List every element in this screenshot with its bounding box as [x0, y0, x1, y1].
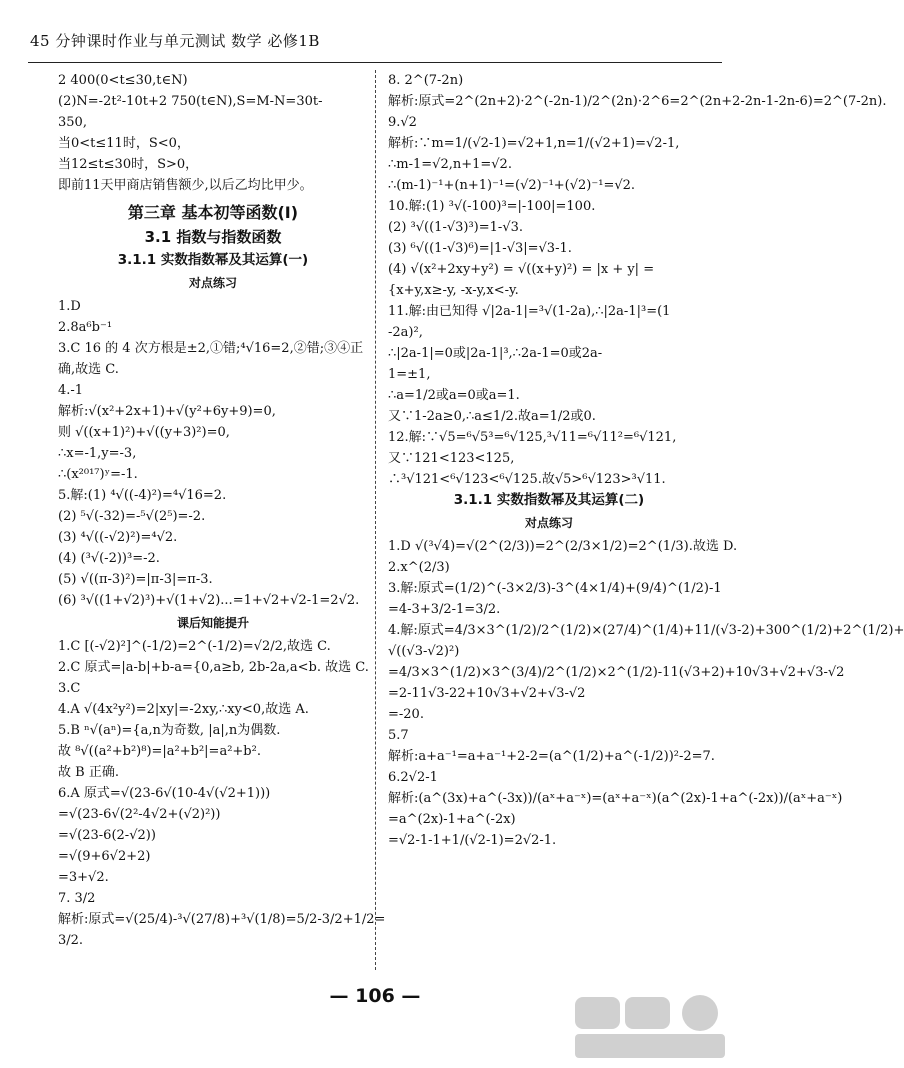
chapter-title: 第三章 基本初等函数(Ⅰ)	[127, 203, 299, 222]
answer-line: 5.解:(1) ⁴√((-4)²)=⁴√16=2.	[58, 488, 227, 503]
section-title: 3.1 指数与指数函数	[144, 228, 282, 246]
practice-list-2	[388, 536, 904, 851]
answer-line: ∴a=1/2或a=0或a=1.	[388, 388, 520, 403]
answer-line: 解析:原式=√(25/4)-³√(27/8)+³√(1/8)=5/2-3/2+1/2=	[58, 912, 386, 927]
answer-line: =√2-1-1+1/(√2-1)=2√2-1.	[388, 833, 557, 848]
answer-line: (4) (³√(-2))³=-2.	[58, 551, 160, 566]
answer-line: 1=±1,	[388, 367, 431, 382]
answer-line: 解析:∵m=1/(√2-1)=√2+1,n=1/(√2+1)=√2-1,	[388, 136, 680, 151]
answer-line: 3.C	[58, 681, 81, 696]
answer-line: (2) ³√((1-√3)³)=1-√3.	[388, 220, 524, 235]
answer-line: 解析:√(x²+2x+1)+√(y²+6y+9)=0,	[58, 404, 276, 419]
page-number: — 106 —	[329, 985, 421, 1007]
answer-line: ∴m-1=√2,n+1=√2.	[388, 157, 512, 172]
answer-line: =√(23-6(2-√2))	[58, 828, 156, 843]
answer-line: 3.解:原式=(1/2)^(-3×2/3)-3^(4×1/4)+(9/4)^(1/2)-1	[388, 581, 722, 596]
answer-line: 2.8a⁶b⁻¹	[58, 320, 113, 335]
answer-line: =-20.	[388, 707, 424, 722]
practice-heading-2: 对点练习	[524, 516, 573, 530]
answer-line: 350,	[58, 115, 87, 130]
after-class-heading: 课后知能提升	[176, 616, 249, 630]
answer-line: (3) ⁴√((-√2)²)=⁴√2.	[58, 530, 178, 545]
answer-line: 则 √((x+1)²)+√((y+3)²)=0,	[58, 425, 230, 440]
answer-line: ∴(x²⁰¹⁷)ʸ=-1.	[58, 467, 138, 482]
practice-list	[58, 296, 368, 611]
answer-line: -2a)²,	[388, 325, 423, 340]
answer-line: ∴|2a-1|=0或|2a-1|³,∴2a-1=0或2a-	[388, 346, 603, 361]
left-column	[58, 70, 386, 951]
intro-lines	[58, 70, 368, 196]
right-column	[388, 70, 904, 851]
answer-line: (4) √(x²+2xy+y²) = √((x+y)²) = |x + y| =	[388, 262, 655, 277]
answer-line: 5.B ⁿ√(aⁿ)={a,n为奇数, |a|,n为偶数.	[58, 723, 281, 738]
answer-line: =a^(2x)-1+a^(-2x)	[388, 812, 516, 827]
answer-line: =3+√2.	[58, 870, 109, 885]
answer-line: =2-11√3-22+10√3+√2+√3-√2	[388, 686, 586, 701]
watermark-logo	[570, 992, 735, 1062]
answer-line: 故 B 正确.	[58, 765, 119, 780]
answer-line: 8. 2^(7-2n)	[388, 73, 464, 88]
answer-line: 11.解:由已知得 √|2a-1|=³√(1-2a),∴|2a-1|³=(1	[388, 304, 671, 319]
answer-line: 9.√2	[388, 115, 417, 130]
answer-line: 解析:(a^(3x)+a^(-3x))/(aˣ+a⁻ˣ)=(aˣ+a⁻ˣ)(a^(2x)-1+a^(-2x))/(aˣ+a⁻ˣ)	[388, 791, 843, 806]
answer-line: {x+y,x≥-y, -x-y,x<-y.	[388, 283, 519, 298]
answer-line: ∴x=-1,y=-3,	[58, 446, 137, 461]
answer-line: 1.C [(-√2)²]^(-1/2)=2^(-1/2)=√2/2,故选 C.	[58, 639, 331, 654]
answer-line: 5.7	[388, 728, 409, 743]
practice-heading: 对点练习	[188, 276, 237, 290]
subsection-title: 3.1.1 实数指数幂及其运算(一)	[117, 252, 309, 268]
answer-line: (2)N=-2t²-10t+2 750(t∈N),S=M-N=30t-	[58, 94, 323, 109]
column-divider	[375, 70, 376, 970]
header-rule	[28, 62, 722, 63]
answer-line: ∴(m-1)⁻¹+(n+1)⁻¹=(√2)⁻¹+(√2)⁻¹=√2.	[388, 178, 636, 193]
answer-line: 2.C 原式=|a-b|+b-a={0,a≥b, 2b-2a,a<b. 故选 C.	[58, 660, 369, 675]
answer-line: 2.x^(2/3)	[388, 560, 450, 575]
answer-line: (5) √((π-3)²)=|π-3|=π-3.	[58, 572, 213, 587]
answer-line: 6.A 原式=√(23-6√(10-4√(√2+1)))	[58, 786, 271, 801]
answer-line: 6.2√2-1	[388, 770, 438, 785]
answer-line: 4.-1	[58, 383, 84, 398]
page-header: 45 分钟课时作业与单元测试 数学 必修1B	[30, 32, 320, 50]
answer-line: 2 400(0<t≤30,t∈N)	[58, 73, 188, 88]
answer-line: 确,故选 C.	[58, 362, 119, 377]
answer-line: √((√3-√2)²)	[388, 644, 460, 659]
answer-line: 当12≤t≤30时，S>0，	[58, 157, 199, 172]
answer-line: =√(23-6√(2²-4√2+(√2)²))	[58, 807, 221, 822]
answer-line: =√(9+6√2+2)	[58, 849, 151, 864]
answer-line: 7. 3/2	[58, 891, 96, 906]
answer-line: 解析:原式=2^(2n+2)·2^(-2n-1)/2^(2n)·2^6=2^(2n+2-2n-1-2n-6)=2^(7-2n).	[388, 94, 887, 109]
answer-line: 解析:a+a⁻¹=a+a⁻¹+2-2=(a^(1/2)+a^(-1/2))²-2=7.	[388, 749, 715, 764]
answer-line: 4.A √(4x²y²)=2|xy|=-2xy,∴xy<0,故选 A.	[58, 702, 309, 717]
answers-continued	[388, 70, 887, 490]
answer-line: (6) ³√((1+√2)³)+√(1+√2)...=1+√2+√2-1=2√2.	[58, 593, 360, 608]
answer-line: ∴³√121<⁶√123<⁶√125.故√5>⁶√123>³√11.	[388, 472, 666, 487]
answer-line: 当0<t≤11时，S<0，	[58, 136, 190, 151]
answer-line: =4/3×3^(1/2)×3^(3/4)/2^(1/2)×2^(1/2)-11(√3+2)+10√3+√2+√3-√2	[388, 665, 845, 680]
answer-line: 又∵1-2a≥0,∴a≤1/2.故a=1/2或0.	[388, 409, 596, 424]
answer-line: 3.C 16 的 4 次方根是±2,①错;⁴√16=2,②错;③④正	[58, 341, 364, 356]
answer-line: 即前11天甲商店销售额少,以后乙均比甲少。	[58, 178, 313, 193]
answer-line: 1.D √(³√4)=√(2^(2/3))=2^(2/3×1/2)=2^(1/3).故选 D.	[388, 539, 738, 554]
answer-line: 故 ⁸√((a²+b²)⁸)=|a²+b²|=a²+b².	[58, 744, 261, 759]
answer-line: 3/2.	[58, 933, 84, 948]
after-class-list	[58, 636, 386, 951]
answer-line: (3) ⁶√((1-√3)⁶)=|1-√3|=√3-1.	[388, 241, 572, 256]
answer-line: 12.解:∵√5=⁶√5³=⁶√125,³√11=⁶√11²=⁶√121,	[388, 430, 677, 445]
answer-line: 10.解:(1) ³√(-100)³=|-100|=100.	[388, 199, 596, 214]
answer-line: (2) ⁵√(-32)=-⁵√(2⁵)=-2.	[58, 509, 206, 524]
answer-line: 1.D	[58, 299, 81, 314]
subsection-title-2: 3.1.1 实数指数幂及其运算(二)	[453, 492, 645, 508]
answer-line: 又∵121<123<125,	[388, 451, 515, 466]
answer-line: 4.解:原式=4/3×3^(1/2)/2^(1/2)×(27/4)^(1/4)+11/(√3-2)+300^(1/2)+2^(1/2)+	[388, 623, 904, 638]
answer-line: =4-3+3/2-1=3/2.	[388, 602, 501, 617]
